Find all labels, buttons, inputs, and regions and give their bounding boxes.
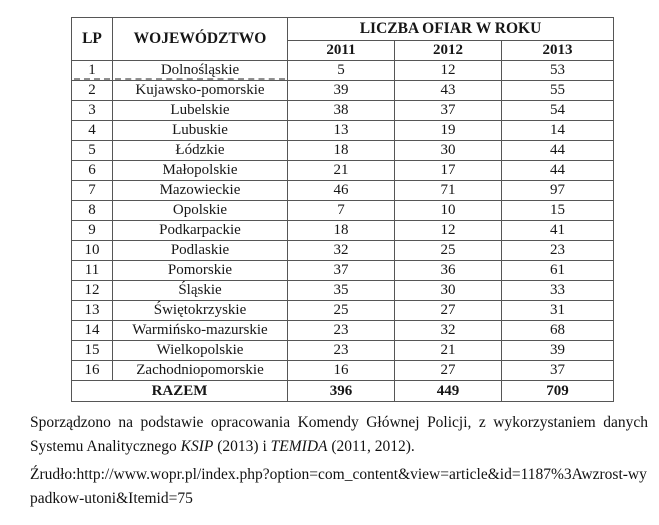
lp-cell: 14: [72, 321, 113, 341]
lp-cell: 13: [72, 301, 113, 321]
col-header-lp: LP: [72, 18, 113, 61]
value-2011-cell: 25: [288, 301, 395, 321]
total-2011: 396: [288, 381, 395, 402]
voivodeship-cell: Podlaskie: [113, 241, 288, 261]
lp-cell: 2: [72, 81, 113, 101]
col-header-year-2012: 2012: [395, 41, 502, 61]
value-2012-cell: 32: [395, 321, 502, 341]
value-2011-cell: 46: [288, 181, 395, 201]
value-2011-cell: 39: [288, 81, 395, 101]
value-2011-cell: 21: [288, 161, 395, 181]
value-2011-cell: 18: [288, 141, 395, 161]
voivodeship-cell: Opolskie: [113, 201, 288, 221]
note-text-1: Sporządzono na podstawie opracowania Komendy Głównej Policji, z wykorzystaniem danych Systemu Analitycznego: [30, 414, 648, 455]
col-header-wojewodztwo: WOJEWÓDZTWO: [113, 18, 288, 61]
value-2011-cell: 23: [288, 341, 395, 361]
value-2012-cell: 19: [395, 121, 502, 141]
voivodeship-cell: Kujawsko-pomorskie: [113, 81, 288, 101]
voivodeship-cell: Warmińsko-mazurskie: [113, 321, 288, 341]
total-2012: 449: [395, 381, 502, 402]
voivodeship-cell: Małopolskie: [113, 161, 288, 181]
value-2013-cell: 44: [502, 161, 614, 181]
lp-cell: 12: [72, 281, 113, 301]
voivodeship-cell: Lubuskie: [113, 121, 288, 141]
value-2012-cell: 21: [395, 341, 502, 361]
total-label: RAZEM: [72, 381, 288, 402]
table-row: [72, 181, 614, 201]
voivodeship-cell: Wielkopolskie: [113, 341, 288, 361]
lp-cell: 3: [72, 101, 113, 121]
value-2013-cell: 44: [502, 141, 614, 161]
ksip-system-name: KSIP: [180, 438, 214, 455]
table-body: [72, 61, 614, 381]
value-2011-cell: 5: [288, 61, 395, 81]
table-row: [72, 361, 614, 381]
value-2011-cell: 32: [288, 241, 395, 261]
value-2013-cell: 54: [502, 101, 614, 121]
total-2013: 709: [502, 381, 614, 402]
lp-cell: 15: [72, 341, 113, 361]
lp-cell: 7: [72, 181, 113, 201]
lp-cell: 6: [72, 161, 113, 181]
value-2011-cell: 38: [288, 101, 395, 121]
value-2012-cell: 10: [395, 201, 502, 221]
note-text-3: (2011, 2012).: [327, 438, 415, 455]
voivodeship-cell: Zachodniopomorskie: [113, 361, 288, 381]
value-2013-cell: 55: [502, 81, 614, 101]
value-2011-cell: 23: [288, 321, 395, 341]
col-header-year-2011: 2011: [288, 41, 395, 61]
voivodeship-cell: Pomorskie: [113, 261, 288, 281]
voivodeship-cell: Podkarpackie: [113, 221, 288, 241]
note-text-2: (2013) i: [213, 438, 271, 455]
table-row: [72, 201, 614, 221]
value-2012-cell: 36: [395, 261, 502, 281]
table-row: [72, 321, 614, 341]
value-2013-cell: 37: [502, 361, 614, 381]
value-2012-cell: 37: [395, 101, 502, 121]
table-row: [72, 281, 614, 301]
value-2012-cell: 43: [395, 81, 502, 101]
lp-cell: 10: [72, 241, 113, 261]
value-2012-cell: 12: [395, 61, 502, 81]
value-2013-cell: 15: [502, 201, 614, 221]
table-row: [72, 221, 614, 241]
value-2011-cell: 13: [288, 121, 395, 141]
value-2013-cell: 53: [502, 61, 614, 81]
victims-by-voivodeship-table: [71, 17, 614, 402]
value-2013-cell: 23: [502, 241, 614, 261]
value-2011-cell: 18: [288, 221, 395, 241]
value-2012-cell: 27: [395, 361, 502, 381]
lp-cell: 5: [72, 141, 113, 161]
value-2011-cell: 35: [288, 281, 395, 301]
lp-cell: 4: [72, 121, 113, 141]
table-row: [72, 141, 614, 161]
source-url: Źrudło:http://www.wopr.pl/index.php?option=com_content&view=article&id=1187%3Awzrost-wypadkow-utoni&Itemid=75: [30, 466, 647, 507]
header-row-1: [72, 18, 614, 41]
value-2013-cell: 14: [502, 121, 614, 141]
lp-cell: 16: [72, 361, 113, 381]
value-2013-cell: 41: [502, 221, 614, 241]
value-2012-cell: 12: [395, 221, 502, 241]
table-row: [72, 261, 614, 281]
value-2013-cell: 97: [502, 181, 614, 201]
lp-cell: 8: [72, 201, 113, 221]
value-2011-cell: 37: [288, 261, 395, 281]
voivodeship-cell: Lubelskie: [113, 101, 288, 121]
value-2012-cell: 27: [395, 301, 502, 321]
voivodeship-cell: Świętokrzyskie: [113, 301, 288, 321]
document-page: [0, 17, 659, 511]
dashed-underline-artifact: [74, 78, 110, 80]
voivodeship-cell: Mazowieckie: [113, 181, 288, 201]
table-row: [72, 121, 614, 141]
col-header-victims-group: LICZBA OFIAR W ROKU: [288, 18, 614, 41]
table-row: [72, 101, 614, 121]
value-2013-cell: 39: [502, 341, 614, 361]
value-2011-cell: 16: [288, 361, 395, 381]
lp-cell: 11: [72, 261, 113, 281]
value-2012-cell: 25: [395, 241, 502, 261]
voivodeship-cell: Łódzkie: [113, 141, 288, 161]
value-2012-cell: 30: [395, 281, 502, 301]
temida-system-name: TEMIDA: [270, 438, 328, 455]
value-2013-cell: 68: [502, 321, 614, 341]
total-row: [72, 381, 614, 402]
source-note: [30, 411, 648, 459]
value-2012-cell: 30: [395, 141, 502, 161]
table-footer: [72, 381, 614, 402]
table-row: [72, 61, 614, 81]
lp-cell: 1: [72, 61, 113, 81]
col-header-year-2013: 2013: [502, 41, 614, 61]
table-header: [72, 18, 614, 61]
voivodeship-cell: Dolnośląskie: [113, 61, 288, 81]
value-2013-cell: 31: [502, 301, 614, 321]
value-2013-cell: 61: [502, 261, 614, 281]
table-row: [72, 301, 614, 321]
lp-cell: 9: [72, 221, 113, 241]
voivodeship-cell: Śląskie: [113, 281, 288, 301]
table-row: [72, 161, 614, 181]
table-row: [72, 241, 614, 261]
value-2012-cell: 17: [395, 161, 502, 181]
dashed-underline-artifact: [115, 78, 285, 80]
value-2013-cell: 33: [502, 281, 614, 301]
table-row: [72, 341, 614, 361]
value-2012-cell: 71: [395, 181, 502, 201]
table-row: [72, 81, 614, 101]
value-2011-cell: 7: [288, 201, 395, 221]
